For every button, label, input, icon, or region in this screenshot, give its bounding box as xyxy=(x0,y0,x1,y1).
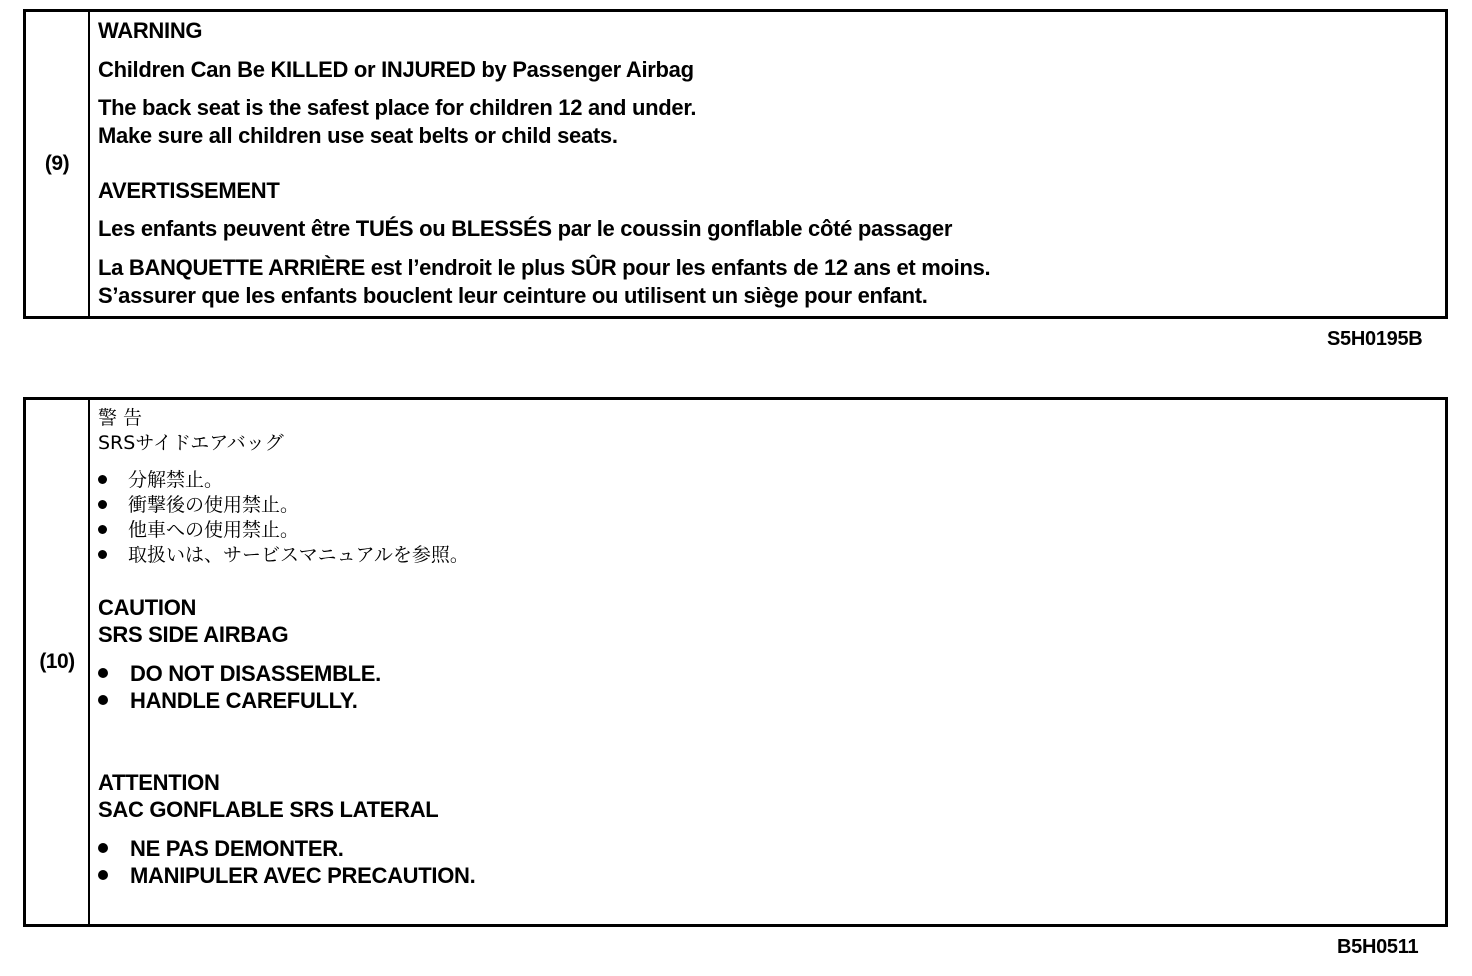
jp-heading: 警 告 xyxy=(98,407,143,429)
warning-body-line: The back seat is the safest place for children 12 and under. xyxy=(98,95,697,120)
label-number: (9) xyxy=(26,12,90,316)
avertissement-subheading: Les enfants peuvent être TUÉS ou BLESSÉS par le coussin gonflable côté passager xyxy=(98,216,953,241)
bullet-icon xyxy=(98,668,108,678)
jp-subheading: SRSサイドエアバッグ xyxy=(98,432,284,454)
warning-body-line: Make sure all children use seat belts or child seats. xyxy=(98,123,618,148)
attention-list-item: NE PAS DEMONTER. xyxy=(98,836,344,862)
avertissement-heading: AVERTISSEMENT xyxy=(98,178,280,203)
bullet-icon xyxy=(98,695,108,705)
bullet-icon xyxy=(98,550,107,559)
bullet-icon xyxy=(98,843,108,853)
bullet-icon xyxy=(98,870,108,880)
jp-list-item: 他車への使用禁止。 xyxy=(98,518,299,542)
caution-list-item: DO NOT DISASSEMBLE. xyxy=(98,661,381,687)
caution-label-10 xyxy=(23,397,1448,927)
jp-list-item: 衝撃後の使用禁止。 xyxy=(98,493,299,517)
figure-code: S5H0195B xyxy=(1327,328,1423,350)
warning-subheading: Children Can Be KILLED or INJURED by Passenger Airbag xyxy=(98,57,694,82)
label-number: (10) xyxy=(26,400,90,924)
attention-subheading: SAC GONFLABLE SRS LATERAL xyxy=(98,797,439,822)
warning-label-9 xyxy=(23,9,1448,319)
bullet-icon xyxy=(98,475,107,484)
caution-heading: CAUTION xyxy=(98,595,197,620)
attention-heading: ATTENTION xyxy=(98,770,220,795)
warning-heading: WARNING xyxy=(98,18,203,43)
jp-list-item: 分解禁止。 xyxy=(98,468,223,492)
avertissement-body-line: La BANQUETTE ARRIÈRE est l’endroit le plus SÛR pour les enfants de 12 ans et moins. xyxy=(98,255,991,280)
caution-subheading: SRS SIDE AIRBAG xyxy=(98,622,289,647)
bullet-icon xyxy=(98,525,107,534)
bullet-icon xyxy=(98,500,107,509)
jp-list-item: 取扱いは、サービスマニュアルを参照。 xyxy=(98,543,469,567)
avertissement-body-line: S’assurer que les enfants bouclent leur ceinture ou utilisent un siège pour enfant. xyxy=(98,283,928,308)
attention-list-item: MANIPULER AVEC PRECAUTION. xyxy=(98,863,475,889)
figure-code: B5H0511 xyxy=(1337,936,1419,958)
caution-list-item: HANDLE CAREFULLY. xyxy=(98,688,358,714)
